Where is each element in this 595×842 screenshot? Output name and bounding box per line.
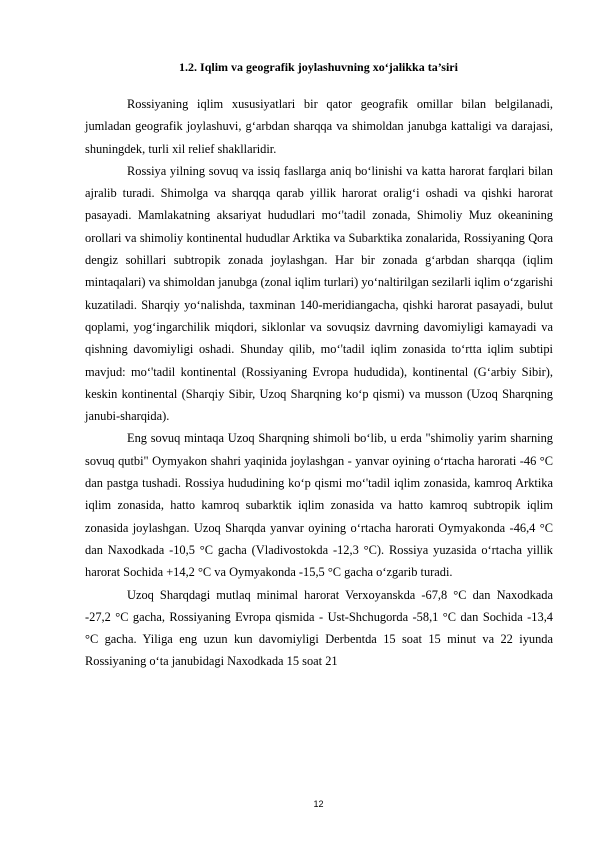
page-number: 12 <box>313 799 324 809</box>
paragraph: Uzoq Sharqdagi mutlaq minimal harorat Verxoyanskda -67,8 °C dan Naxodkada -27,2 °C gacha, Rossiyaning Evropa qismida - Ust-Shchugorda -58,1 °C dan Sochida -13,4 °C gacha. Yiliga eng uzun kun davomiyligi Derbentda 15 soat 15 minut va 22 iyunda Rossiyaning o‘ta janubidagi Naxodkada 15 soat 21 <box>85 587 553 669</box>
paragraph: Eng sovuq mintaqa Uzoq Sharqning shimoli bo‘lib, u erda "shimoliy yarim sharning sovuq qutbi" Oymyakon shahri yaqinida joylashgan - yanvar oyining o‘rtacha harorati -46 °C dan pastga tushadi. Rossiya hududining ko‘p qismi mo‘'tadil iqlim zonasida, kamroq Arktika iqlim zonasida, hatto kamroq subarktik iqlim zonasida va hatto kamroq subtropik iqlim zonasida joylashgan. Uzoq Sharqda yanvar oyining o‘rtacha harorati Oymyakonda -46,4 °C dan Naxodkada -10,5 °C gacha (Vladivostokda -12,3 °C). Rossiya yuzasida o‘rtacha yillik harorat Sochida +14,2 °C va Oymyakonda -15,5 °C gacha o‘zgarib turadi. <box>85 431 553 580</box>
section-heading: 1.2. Iqlim va geografik joylashuvning xo‘jalikka ta’siri <box>179 60 458 74</box>
paragraph: Rossiya yilning sovuq va issiq fasllarga aniq bo‘linishi va katta harorat farqlari bilan ajralib turadi. Shimolga va sharqqa qarab yillik harorat oralig‘i oshadi va qishki harorat pasayadi. Mamlakatning aksariyat hududlari mo‘'tadil zonada, Shimoliy Muz okeanining orollari va shimoliy kontinental hududlar Arktika va Subarktika zonalarida, Rossiyaning Qora dengiz sohillari subtropik zonada joylashgan. Har bir zonada g‘arbdan sharqqa (iqlim mintaqalari) va shimoldan janubga (zonal iqlim turlari) yo‘naltirilgan sezilarli iqlim o‘zgarishi kuzatiladi. Sharqiy yo‘nalishda, taxminan 140-meridiangacha, qishki harorat pasayadi, bulut qoplami, yog‘ingarchilik miqdori, siklonlar va sovuqsiz davrning davomiyligi kamayadi va qishning davomiyligi oshadi. Shunday qilib, mo‘'tadil iqlim zonasida to‘rtta iqlim subtipi mavjud: mo‘'tadil kontinental (Rossiyaning Evropa hududida), kontinental (G‘arbiy Sibir), keskin kontinental (Sharqiy Sibir, Uzoq Sharqning ko‘p qismi) va musson (Uzoq Sharqning janubi-sharqida). <box>85 163 553 424</box>
body-text <box>85 93 553 673</box>
paragraph: Rossiyaning iqlim xususiyatlari bir qator geografik omillar bilan belgilanadi, jumladan geografik joylashuvi, g‘arbdan sharqqa va shimoldan janubga kattaligi va darajasi, shuningdek, turli xil relief shakllaridir. <box>85 97 553 156</box>
